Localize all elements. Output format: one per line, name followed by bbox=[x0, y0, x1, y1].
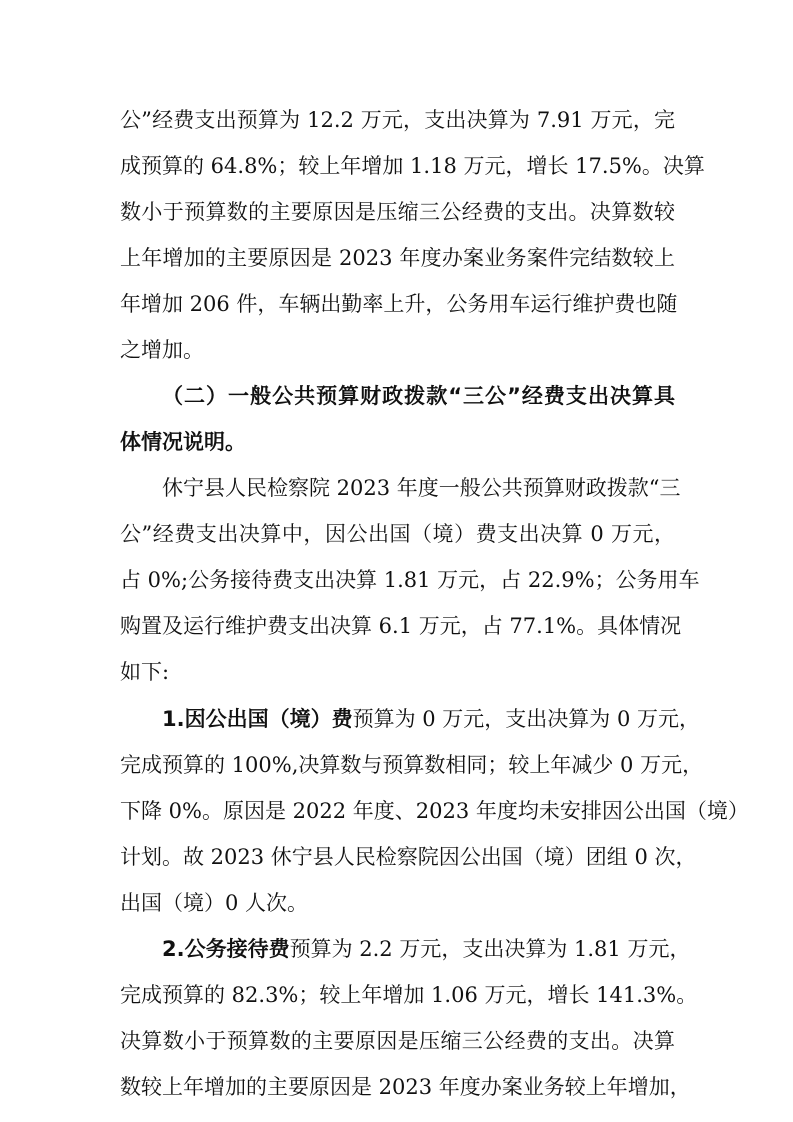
paragraph-line: 数较上年增加的主要原因是 2023 年度办案业务较上年增加， bbox=[120, 1075, 691, 1099]
item-1-title: 1.因公出国（境）费 bbox=[162, 707, 353, 731]
paragraph-line: 决算数小于预算数的主要原因是压缩三公经费的支出。决算 bbox=[120, 1029, 675, 1053]
section-heading: （二）一般公共预算财政拨款“三公”经费支出决算具 bbox=[162, 384, 675, 408]
paragraph-line: 之增加。 bbox=[120, 338, 204, 362]
paragraph-line: 如下: bbox=[120, 660, 170, 684]
paragraph-line: 下降 0%。原因是 2022 年度、2023 年度均未安排因公出国（境） bbox=[120, 799, 749, 823]
section-heading: 体情况说明。 bbox=[120, 430, 246, 454]
paragraph-line: 计划。故 2023 休宁县人民检察院因公出国（境）团组 0 次， bbox=[120, 845, 697, 869]
paragraph-line: 公”经费支出决算中，因公出国（境）费支出决算 0 万元， bbox=[120, 522, 675, 546]
item-1-first-line bbox=[162, 707, 701, 731]
paragraph-line: 成预算的 64.8%；较上年增加 1.18 万元，增长 17.5%。决算 bbox=[120, 154, 705, 178]
paragraph-line: 公”经费支出预算为 12.2 万元，支出决算为 7.91 万元，完 bbox=[120, 108, 675, 132]
item-2-text: 预算为 2.2 万元，支出决算为 1.81 万元， bbox=[289, 937, 691, 961]
paragraph-line: 数小于预算数的主要原因是压缩三公经费的支出。决算数较 bbox=[120, 200, 675, 224]
item-2-title: 2.公务接待费 bbox=[162, 937, 290, 961]
paragraph-line: 出国（境）0 人次。 bbox=[120, 891, 309, 915]
item-1-text: 预算为 0 万元，支出决算为 0 万元， bbox=[352, 707, 701, 731]
paragraph-line: 占 0%;公务接待费支出决算 1.81 万元，占 22.9%；公务用车 bbox=[120, 568, 700, 592]
paragraph-line: 休宁县人民检察院 2023 年度一般公共预算财政拨款“三 bbox=[162, 476, 681, 500]
item-2-first-line bbox=[162, 937, 691, 961]
paragraph-line: 上年增加的主要原因是 2023 年度办案业务案件完结数较上 bbox=[120, 246, 675, 270]
paragraph-line: 完成预算的 82.3%；较上年增加 1.06 万元，增长 141.3%。 bbox=[120, 983, 698, 1007]
paragraph-line: 年增加 206 件，车辆出勤率上升，公务用车运行维护费也随 bbox=[120, 292, 678, 316]
paragraph-line: 购置及运行维护费支出决算 6.1 万元，占 77.1%。具体情况 bbox=[120, 614, 682, 638]
paragraph-line: 完成预算的 100%,决算数与预算数相同；较上年减少 0 万元， bbox=[120, 753, 704, 777]
